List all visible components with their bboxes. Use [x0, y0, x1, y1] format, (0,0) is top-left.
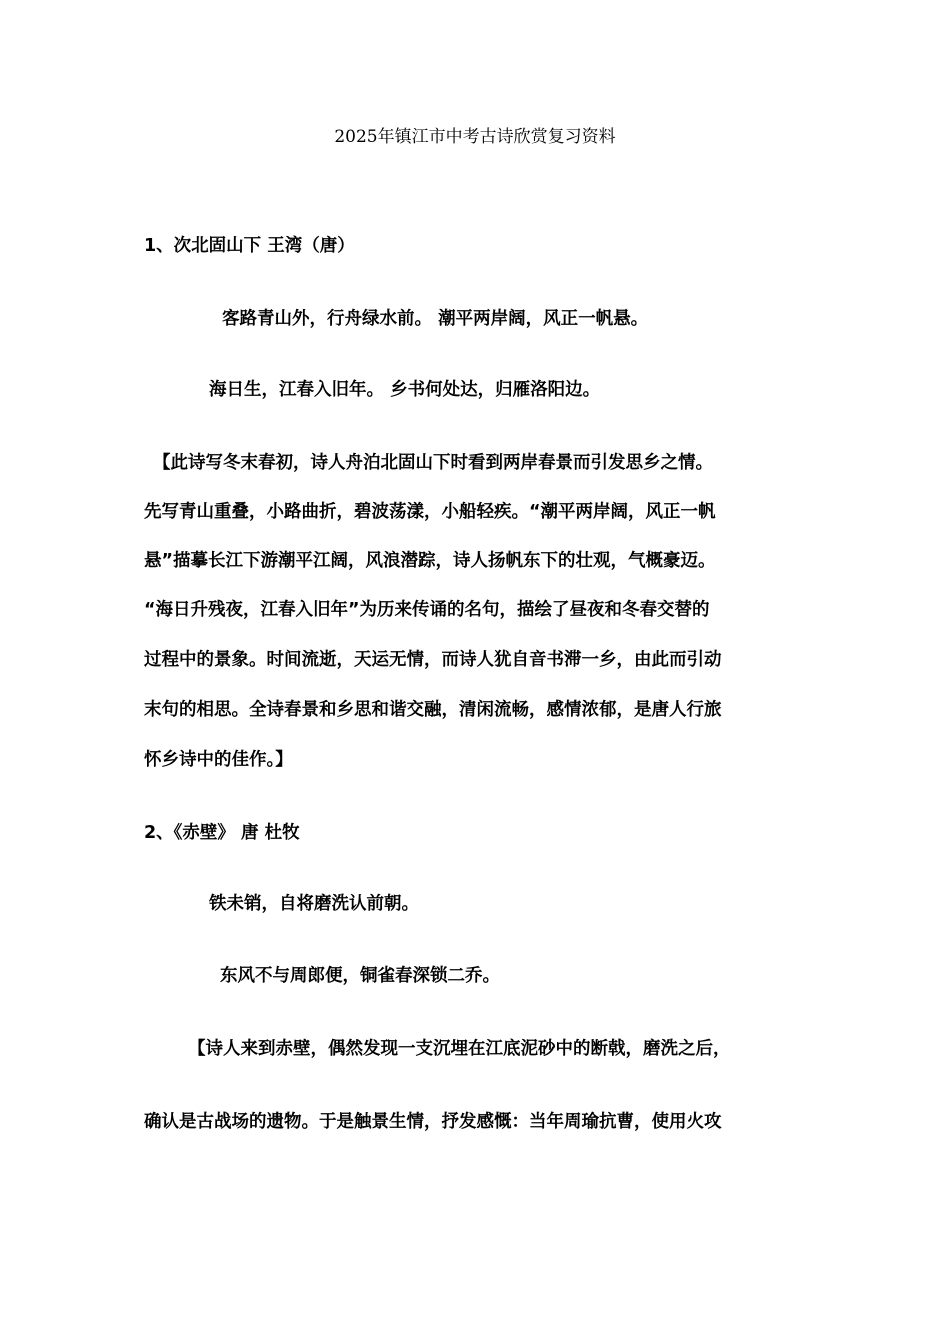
poem1-commentary-line: 悬”描摹长江下游潮平江阔，风浪潜踪，诗人扬帆东下的壮观，气概豪迈。 [144, 551, 716, 571]
poem1-verse-2: 海日生，江春入旧年。 乡书何处达，归雁洛阳边。 [209, 380, 601, 400]
poem1-commentary-line: 【此诗写冬末春初，诗人舟泊北固山下时看到两岸春景而引发思乡之情。 [153, 453, 713, 473]
poem1-commentary-line: 怀乡诗中的佳作。】 [144, 750, 293, 770]
poem2-verse-2: 东风不与周郎便，铜雀春深锁二乔。 [220, 966, 500, 986]
poem2-commentary-line: 【诗人来到赤壁，偶然发现一支沉埋在江底泥砂中的断戟，磨洗之后， [188, 1039, 731, 1059]
poem1-verse-1: 客路青山外，行舟绿水前。 潮平两岸阔，风正一帆悬。 [222, 309, 649, 329]
poem1-commentary-line: 先写青山重叠，小路曲折，碧波荡漾，小船轻疾。“潮平两岸阔，风正一帆 [144, 502, 716, 522]
poem1-commentary-line: 末句的相思。全诗春景和乡思和谐交融，清闲流畅，感情浓郁，是唐人行旅 [144, 700, 722, 720]
poem2-commentary-line: 确认是古战场的遗物。于是触景生情，抒发感慨：当年周瑜抗曹，使用火攻 [144, 1112, 722, 1132]
poem1-heading: 1、次北固山下 王湾（唐） [144, 236, 355, 256]
poem1-commentary-line: “海日升残夜，江春入旧年”为历来传诵的名句，描绘了昼夜和冬春交替的 [144, 600, 710, 620]
document-title: 2025年镇江市中考古诗欣赏复习资料 [334, 127, 616, 147]
poem1-commentary-line: 过程中的景象。时间流逝，天运无情，而诗人犹自音书滞一乡，由此而引动 [144, 650, 722, 670]
poem2-verse-1: 铁未销，自将磨洗认前朝。 [209, 894, 419, 914]
poem2-heading: 2、《赤壁》 唐 杜牧 [144, 823, 300, 843]
